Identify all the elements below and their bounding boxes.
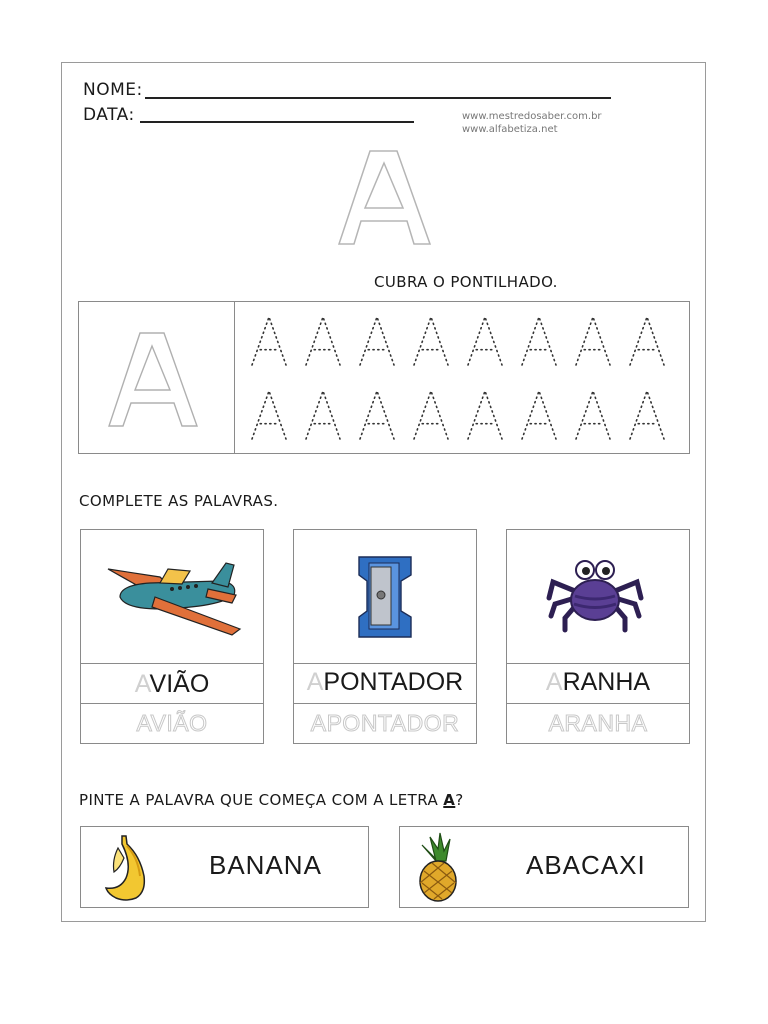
name-label: NOME: [83, 80, 143, 100]
airplane-icon [100, 557, 245, 637]
dotted-letter-a[interactable] [414, 317, 448, 365]
large-letter-a-outline [335, 148, 435, 248]
complete-instruction: COMPLETE AS PALAVRAS. [79, 492, 279, 510]
card-divider [506, 663, 690, 664]
dotted-letter-a[interactable] [414, 391, 448, 439]
dotted-letter-a[interactable] [630, 391, 664, 439]
outline-word-aranha[interactable]: ARANHA [548, 710, 648, 736]
card-divider [293, 663, 477, 664]
site-url-1: www.mestredosaber.com.br [462, 111, 602, 122]
dotted-letter-a[interactable] [522, 391, 556, 439]
word-rest: RANHA [562, 668, 651, 696]
instruction-letter: A [443, 791, 456, 809]
missing-letter: A [306, 668, 324, 696]
trace-instruction: CUBRA O PONTILHADO. [374, 273, 558, 291]
date-label: DATA: [83, 105, 135, 125]
instruction-text: PINTE A PALAVRA QUE COMEÇA COM A LETRA [79, 791, 444, 809]
model-letter-a-outline [104, 330, 204, 430]
option-word-banana[interactable]: BANANA [209, 850, 322, 880]
outline-word-apontador[interactable]: APONTADOR [310, 710, 460, 736]
dotted-letter-a[interactable] [576, 391, 610, 439]
word-apontador[interactable] [293, 668, 477, 697]
site-url-2: www.alfabetiza.net [462, 124, 558, 135]
name-line[interactable] [145, 97, 611, 99]
dotted-letter-a[interactable] [252, 391, 286, 439]
dotted-letters-area[interactable] [240, 305, 685, 450]
card-divider [80, 663, 264, 664]
outline-word-aviao[interactable]: AVIÃO [136, 710, 208, 736]
pineapple-icon [412, 831, 462, 903]
dotted-letter-a[interactable] [360, 391, 394, 439]
dotted-letter-a[interactable] [306, 391, 340, 439]
card-divider [506, 703, 690, 704]
word-aranha[interactable] [506, 668, 690, 697]
dotted-letter-a[interactable] [360, 317, 394, 365]
pinte-instruction [79, 791, 464, 809]
word-rest: PONTADOR [323, 668, 464, 696]
dotted-letter-a[interactable] [576, 317, 610, 365]
dotted-letter-a[interactable] [252, 317, 286, 365]
dotted-letter-a[interactable] [468, 317, 502, 365]
dotted-letter-a[interactable] [522, 317, 556, 365]
word-aviao[interactable] [80, 670, 264, 699]
dotted-letter-a[interactable] [630, 317, 664, 365]
instruction-question-mark: ? [455, 791, 464, 809]
dotted-letter-a[interactable] [306, 317, 340, 365]
word-rest: VIÃO [149, 670, 210, 698]
banana-icon [100, 832, 156, 902]
card-divider [80, 703, 264, 704]
dotted-letter-a[interactable] [468, 391, 502, 439]
missing-letter: A [545, 668, 563, 696]
sharpener-icon [355, 555, 415, 639]
card-divider [293, 703, 477, 704]
spider-icon [545, 556, 645, 636]
trace-divider [234, 301, 235, 454]
date-line[interactable] [140, 121, 414, 123]
missing-letter: A [134, 670, 150, 698]
option-word-abacaxi[interactable]: ABACAXI [526, 850, 646, 880]
